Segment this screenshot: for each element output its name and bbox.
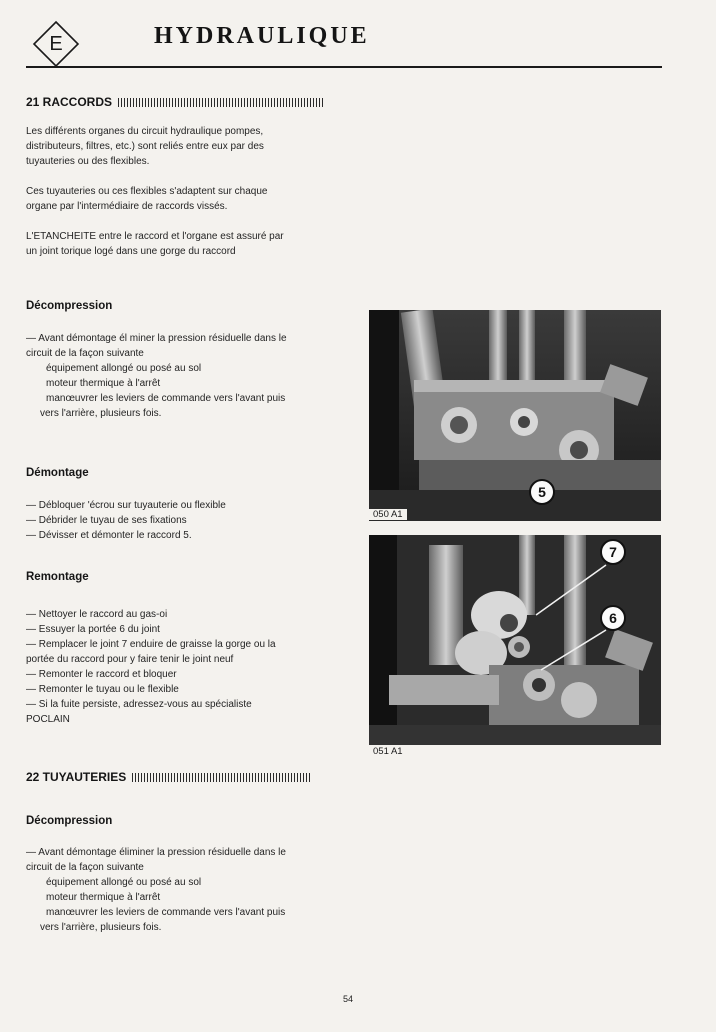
text-line: Les différents organes du circuit hydraulique pompes, <box>26 126 264 137</box>
list-item: — Si la fuite persiste, adressez-vous au spécialiste <box>26 699 252 710</box>
decompression-text-22 <box>26 845 319 935</box>
hydraulic-fitting-photo <box>369 535 661 745</box>
list-item: portée du raccord pour y faire tenir le joint neuf <box>26 654 234 665</box>
list-item: — Remonter le raccord et bloquer <box>26 669 177 680</box>
figure-050-photo <box>369 310 661 521</box>
remontage-heading: Remontage <box>26 571 89 583</box>
intro-paragraph-2 <box>26 184 319 214</box>
figure-050-label: 050 A1 <box>369 509 407 520</box>
text-line: tuyauteries ou des flexibles. <box>26 156 150 167</box>
list-item: — Nettoyer le raccord au gas-oi <box>26 609 168 620</box>
decompression-heading-22: Décompression <box>26 815 113 827</box>
text-line: organe par l'intermédiaire de raccords vissés. <box>26 201 228 212</box>
text-line: équipement allongé ou posé au sol <box>46 877 202 888</box>
demontage-heading: Démontage <box>26 467 89 479</box>
text-line: circuit de la façon suivante <box>26 862 144 873</box>
heading-fill-bars <box>132 773 312 782</box>
list-item: — Débrider le tuyau de ses fixations <box>26 515 187 526</box>
list-item: — Remonter le tuyau ou le flexible <box>26 684 179 695</box>
list-item: — Essuyer la portée 6 du joint <box>26 624 160 635</box>
list-item: POCLAIN <box>26 714 70 725</box>
text-line: équipement allongé ou posé au sol <box>46 363 202 374</box>
text-line: Ces tuyauteries ou ces flexibles s'adaptent sur chaque <box>26 186 268 197</box>
text-line: — Avant démontage él miner la pression résiduelle dans le <box>26 333 287 344</box>
callout-7: 7 <box>600 539 626 565</box>
figure-051-label: 051 A1 <box>369 746 407 757</box>
text-line: moteur thermique à l'arrêt <box>46 378 161 389</box>
list-item: — Remplacer le joint 7 enduire de graisse la gorge ou la <box>26 639 276 650</box>
list-item: — Débloquer 'écrou sur tuyauterie ou flexible <box>26 500 226 511</box>
text-line: vers l'arrière, plusieurs fois. <box>40 922 162 933</box>
intro-paragraph-1 <box>26 124 319 169</box>
remontage-list <box>26 607 319 727</box>
text-line: moteur thermique à l'arrêt <box>46 892 161 903</box>
callout-6: 6 <box>600 605 626 631</box>
decompression-text <box>26 331 319 421</box>
badge-letter: E <box>49 32 63 55</box>
callout-5: 5 <box>529 479 555 505</box>
page-number: 54 <box>343 994 354 1004</box>
section-22-title: 22 TUYAUTERIES <box>26 770 127 784</box>
figure-051-photo <box>369 535 661 745</box>
header-divider <box>26 66 662 68</box>
section-21-title: 21 RACCORDS <box>26 95 113 109</box>
heading-fill-bars <box>118 98 324 107</box>
section-22-heading <box>26 770 312 784</box>
demontage-list <box>26 498 319 543</box>
text-line: un joint torique logé dans une gorge du raccord <box>26 246 236 257</box>
decompression-heading: Décompression <box>26 300 113 312</box>
section-badge <box>32 20 80 68</box>
intro-paragraph-3 <box>26 229 319 259</box>
text-line: circuit de la façon suivante <box>26 348 144 359</box>
text-line: vers l'arrière, plusieurs fois. <box>40 408 162 419</box>
section-21-heading <box>26 95 324 109</box>
page-title: HYDRAULIQUE <box>154 23 370 49</box>
text-line: L'ETANCHEITE entre le raccord et l'organe est assuré par <box>26 231 284 242</box>
text-line: manœuvrer les leviers de commande vers l'avant puis <box>46 907 286 918</box>
list-item: — Dévisser et démonter le raccord 5. <box>26 530 192 541</box>
text-line: manœuvrer les leviers de commande vers l'avant puis <box>46 393 286 404</box>
text-line: distributeurs, filtres, etc.) sont reliés entre eux par des <box>26 141 264 152</box>
hydraulic-valve-photo <box>369 310 661 521</box>
text-line: — Avant démontage éliminer la pression résiduelle dans le <box>26 847 286 858</box>
